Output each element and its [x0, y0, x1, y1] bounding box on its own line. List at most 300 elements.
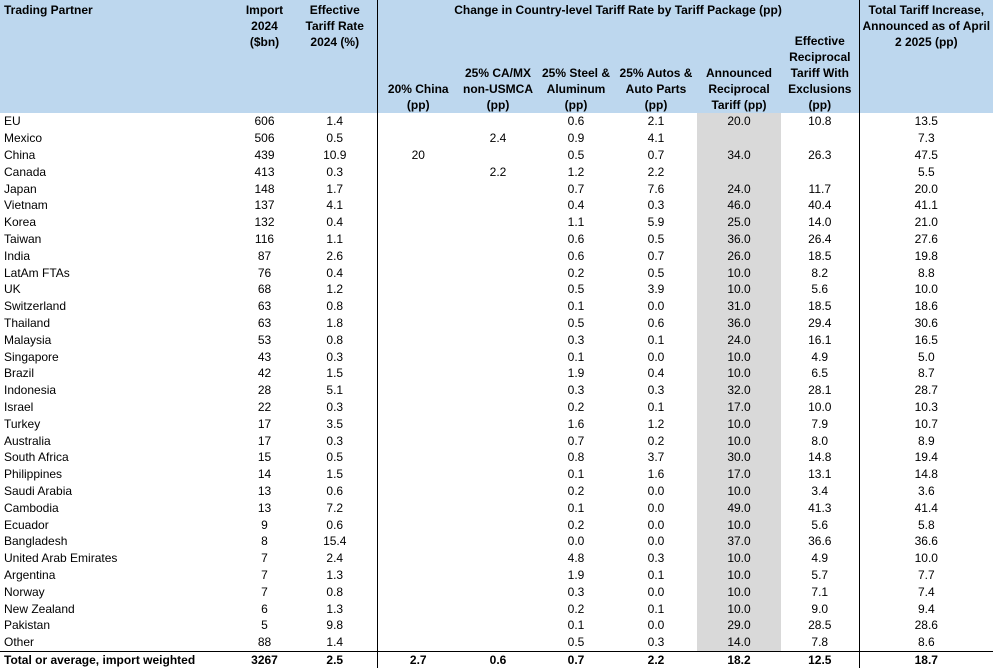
cell-steel-25: 0.3	[567, 332, 585, 347]
cell-china-20: 20	[377, 147, 459, 164]
cell-total-increase: 18.6	[914, 299, 938, 314]
col-header-total-increase: Total Tariff Increase, Announced as of April 2 2025 (pp)	[859, 0, 993, 113]
cell-effective-rate: 1.5	[326, 467, 344, 482]
cell-effective-rate: 1.4	[326, 635, 344, 650]
cell-autos-25: 0.0	[647, 517, 665, 532]
cell-autos-25: 0.0	[647, 500, 665, 515]
cell-import: 5	[261, 618, 268, 633]
cell-import: 8	[261, 534, 268, 549]
cell-camx-25	[459, 382, 537, 399]
cell-total-increase: 10.7	[914, 416, 938, 431]
cell-steel-25: 4.8	[567, 551, 585, 566]
table-row	[0, 600, 993, 617]
group-header-tariff-packages: Change in Country-level Tariff Rate by Tariff Package (pp)	[377, 0, 859, 21]
cell-partner: Singapore	[4, 349, 59, 364]
cell-partner: Ecuador	[4, 517, 49, 532]
cell-announced-reciprocal: 37.0	[697, 533, 781, 550]
cell-autos-25: 0.1	[647, 601, 665, 616]
cell-effective-reciprocal: 16.1	[781, 331, 859, 348]
cell-effective-reciprocal: 26.3	[781, 147, 859, 164]
table-row	[0, 315, 993, 332]
cell-import: 506	[254, 131, 275, 146]
cell-china-20	[377, 315, 459, 332]
cell-partner: Canada	[4, 164, 47, 179]
cell-camx-25	[459, 634, 537, 651]
cell-effective-reciprocal: 8.0	[781, 432, 859, 449]
cell-effective-reciprocal: 29.4	[781, 315, 859, 332]
cell-steel-25: 0.1	[567, 618, 585, 633]
cell-import: 68	[257, 282, 272, 297]
cell-camx-25	[459, 567, 537, 584]
cell-total-increase: 8.6	[917, 635, 935, 650]
cell-announced-reciprocal: 26.0	[697, 247, 781, 264]
cell-china-20	[377, 567, 459, 584]
table-row	[0, 163, 993, 180]
col-header-steel-25: 25% Steel & Aluminum (pp)	[537, 21, 615, 113]
cell-import: 63	[257, 299, 272, 314]
cell-autos-25: 0.3	[647, 383, 665, 398]
table-row	[0, 264, 993, 281]
cell-autos-25: 3.7	[647, 450, 665, 465]
cell-total-increase: 28.6	[914, 618, 938, 633]
cell-partner: India	[4, 248, 31, 263]
cell-steel-25: 0.9	[567, 131, 585, 146]
cell-china-20	[377, 415, 459, 432]
cell-partner: Total or average, import weighted	[0, 651, 236, 668]
table-row	[0, 197, 993, 214]
cell-effective-reciprocal: 3.4	[781, 483, 859, 500]
cell-steel-25: 0.5	[567, 635, 585, 650]
cell-autos-25: 0.1	[647, 567, 665, 582]
cell-partner: Bangladesh	[4, 534, 68, 549]
cell-import: 9	[261, 517, 268, 532]
cell-import: 17	[257, 416, 272, 431]
cell-autos-25: 7.6	[647, 181, 665, 196]
cell-effective-rate: 0.3	[326, 164, 344, 179]
cell-china-20	[377, 264, 459, 281]
cell-announced-reciprocal: 36.0	[697, 315, 781, 332]
cell-camx-25	[459, 617, 537, 634]
cell-partner: Israel	[4, 399, 34, 414]
table-row	[0, 415, 993, 432]
cell-china-20	[377, 113, 459, 130]
cell-total-increase: 14.8	[914, 467, 938, 482]
cell-announced-reciprocal: 24.0	[697, 331, 781, 348]
cell-total-increase: 10.0	[914, 282, 938, 297]
cell-effective-rate: 1.3	[326, 601, 344, 616]
cell-effective-reciprocal: 8.2	[781, 264, 859, 281]
cell-effective-reciprocal: 9.0	[781, 600, 859, 617]
cell-steel-25: 0.1	[567, 500, 585, 515]
table-row	[0, 382, 993, 399]
cell-announced-reciprocal: 10.0	[697, 600, 781, 617]
cell-steel-25: 0.3	[567, 584, 585, 599]
cell-partner: Norway	[4, 584, 45, 599]
cell-import: 43	[257, 349, 272, 364]
cell-effective-rate: 1.7	[326, 181, 344, 196]
cell-total-increase: 28.7	[914, 383, 938, 398]
table-row	[0, 583, 993, 600]
cell-partner: Indonesia	[4, 383, 57, 398]
cell-camx-25	[459, 365, 537, 382]
cell-china-20	[377, 634, 459, 651]
cell-effective-reciprocal: 7.8	[781, 634, 859, 651]
cell-effective-rate: 0.8	[326, 332, 344, 347]
cell-china-20	[377, 550, 459, 567]
cell-import: 42	[257, 366, 272, 381]
cell-total-increase: 10.3	[914, 399, 938, 414]
cell-import: 606	[254, 114, 275, 129]
cell-partner: South Africa	[4, 450, 69, 465]
cell-partner: Switzerland	[4, 299, 67, 314]
cell-announced-reciprocal: 34.0	[697, 147, 781, 164]
cell-announced-reciprocal: 18.2	[697, 651, 781, 668]
cell-total-increase: 5.8	[917, 517, 935, 532]
cell-total-increase: 7.3	[917, 131, 935, 146]
cell-autos-25: 0.1	[647, 399, 665, 414]
cell-total-increase: 41.1	[914, 198, 938, 213]
cell-camx-25	[459, 533, 537, 550]
cell-effective-rate: 1.1	[326, 231, 344, 246]
table-row	[0, 516, 993, 533]
cell-camx-25	[459, 516, 537, 533]
cell-total-increase: 7.4	[917, 584, 935, 599]
cell-partner: Brazil	[4, 366, 35, 381]
cell-import: 13	[257, 500, 272, 515]
cell-total-increase: 36.6	[914, 534, 938, 549]
cell-camx-25	[459, 432, 537, 449]
cell-announced-reciprocal: 30.0	[697, 449, 781, 466]
cell-steel-25: 0.5	[567, 147, 585, 162]
cell-autos-25: 0.0	[647, 349, 665, 364]
cell-camx-25	[459, 197, 537, 214]
cell-effective-rate: 0.8	[326, 584, 344, 599]
cell-china-20	[377, 331, 459, 348]
cell-camx-25	[459, 281, 537, 298]
cell-steel-25: 1.2	[567, 164, 585, 179]
cell-total-increase: 13.5	[914, 114, 938, 129]
table-row	[0, 533, 993, 550]
cell-steel-25: 1.9	[567, 567, 585, 582]
cell-import: 7	[261, 551, 268, 566]
cell-effective-reciprocal: 12.5	[781, 651, 859, 668]
table-row	[0, 550, 993, 567]
cell-camx-25: 2.4	[489, 131, 507, 146]
cell-effective-reciprocal: 14.0	[781, 214, 859, 231]
cell-partner: Turkey	[4, 416, 41, 431]
cell-china-20	[377, 281, 459, 298]
cell-effective-reciprocal: 18.5	[781, 247, 859, 264]
cell-effective-reciprocal: 10.8	[781, 113, 859, 130]
cell-import: 7	[261, 567, 268, 582]
cell-effective-rate: 4.1	[326, 198, 344, 213]
cell-effective-rate: 10.9	[323, 147, 347, 162]
cell-total-increase: 3.6	[917, 483, 935, 498]
cell-camx-25	[459, 466, 537, 483]
cell-camx-25	[459, 298, 537, 315]
cell-announced-reciprocal: 10.0	[697, 348, 781, 365]
cell-effective-reciprocal	[781, 163, 859, 180]
cell-partner: Malaysia	[4, 332, 52, 347]
cell-announced-reciprocal: 36.0	[697, 231, 781, 248]
cell-china-20	[377, 298, 459, 315]
cell-effective-rate: 3.5	[326, 416, 344, 431]
col-header-import-2024: Import 2024 ($bn)	[236, 0, 293, 113]
cell-camx-25	[459, 247, 537, 264]
cell-partner: Saudi Arabia	[4, 483, 73, 498]
cell-import: 13	[257, 483, 272, 498]
cell-effective-rate: 0.3	[326, 433, 344, 448]
cell-china-20	[377, 247, 459, 264]
table-row	[0, 281, 993, 298]
cell-china-20: 2.7	[377, 651, 459, 668]
cell-steel-25: 0.2	[567, 517, 585, 532]
cell-autos-25: 3.9	[647, 282, 665, 297]
cell-china-20	[377, 163, 459, 180]
cell-import: 22	[257, 399, 272, 414]
cell-autos-25: 0.4	[647, 366, 665, 381]
cell-china-20	[377, 180, 459, 197]
cell-autos-25: 0.7	[647, 147, 665, 162]
cell-partner: Vietnam	[4, 198, 48, 213]
cell-autos-25: 0.1	[647, 332, 665, 347]
cell-camx-25	[459, 113, 537, 130]
table-row	[0, 348, 993, 365]
cell-steel-25: 0.7	[537, 651, 615, 668]
cell-announced-reciprocal	[697, 130, 781, 147]
cell-total-increase: 20.0	[914, 181, 938, 196]
cell-effective-reciprocal: 26.4	[781, 231, 859, 248]
cell-effective-reciprocal: 5.6	[781, 516, 859, 533]
cell-autos-25: 0.5	[647, 265, 665, 280]
cell-steel-25: 0.2	[567, 399, 585, 414]
cell-steel-25: 0.1	[567, 349, 585, 364]
cell-import: 76	[257, 265, 272, 280]
cell-steel-25: 0.5	[567, 315, 585, 330]
cell-effective-rate: 2.6	[326, 248, 344, 263]
cell-effective-reciprocal: 4.9	[781, 348, 859, 365]
cell-autos-25: 1.6	[647, 467, 665, 482]
cell-autos-25: 2.1	[647, 114, 665, 129]
cell-total-increase: 8.7	[917, 366, 935, 381]
cell-steel-25: 0.6	[567, 248, 585, 263]
cell-camx-25: 2.2	[489, 164, 507, 179]
cell-total-increase: 8.9	[917, 433, 935, 448]
cell-autos-25: 0.3	[647, 198, 665, 213]
cell-effective-reciprocal: 6.5	[781, 365, 859, 382]
cell-announced-reciprocal: 17.0	[697, 466, 781, 483]
table-row	[0, 483, 993, 500]
cell-total-increase: 19.8	[914, 248, 938, 263]
cell-effective-reciprocal: 7.1	[781, 583, 859, 600]
cell-announced-reciprocal: 10.0	[697, 516, 781, 533]
cell-import: 7	[261, 584, 268, 599]
cell-effective-rate: 0.3	[326, 399, 344, 414]
cell-total-increase: 21.0	[914, 215, 938, 230]
table-row	[0, 130, 993, 147]
cell-import: 132	[254, 215, 275, 230]
cell-autos-25: 2.2	[615, 651, 697, 668]
table-row	[0, 298, 993, 315]
cell-china-20	[377, 617, 459, 634]
cell-announced-reciprocal: 29.0	[697, 617, 781, 634]
cell-effective-reciprocal: 28.5	[781, 617, 859, 634]
cell-china-20	[377, 499, 459, 516]
cell-steel-25: 0.1	[567, 299, 585, 314]
cell-camx-25	[459, 331, 537, 348]
cell-effective-rate: 0.3	[326, 349, 344, 364]
cell-import: 439	[254, 147, 275, 162]
cell-total-increase: 7.7	[917, 567, 935, 582]
cell-china-20	[377, 348, 459, 365]
cell-import: 87	[257, 248, 272, 263]
cell-camx-25: 0.6	[459, 651, 537, 668]
cell-steel-25: 0.2	[567, 265, 585, 280]
cell-camx-25	[459, 180, 537, 197]
cell-steel-25: 1.6	[567, 416, 585, 431]
table-row	[0, 399, 993, 416]
table-row	[0, 214, 993, 231]
cell-import: 116	[254, 231, 275, 246]
col-header-announced-reciprocal: Announced Reciprocal Tariff (pp)	[697, 21, 781, 113]
cell-autos-25: 0.3	[647, 551, 665, 566]
cell-total-increase: 5.0	[917, 349, 935, 364]
cell-total-increase: 41.4	[914, 500, 938, 515]
cell-import: 63	[257, 315, 272, 330]
table-row	[0, 365, 993, 382]
col-header-camx-25: 25% CA/MX non-USMCA (pp)	[459, 21, 537, 113]
cell-effective-rate: 1.4	[326, 114, 344, 129]
cell-autos-25: 0.0	[647, 584, 665, 599]
cell-autos-25: 0.7	[647, 248, 665, 263]
cell-effective-rate: 7.2	[326, 500, 344, 515]
cell-announced-reciprocal: 10.0	[697, 567, 781, 584]
cell-import: 28	[257, 383, 272, 398]
cell-announced-reciprocal: 20.0	[697, 113, 781, 130]
cell-autos-25: 0.0	[647, 618, 665, 633]
cell-total-increase: 47.5	[914, 147, 938, 162]
cell-import: 15	[257, 450, 272, 465]
cell-effective-reciprocal	[781, 130, 859, 147]
cell-partner: EU	[4, 114, 21, 129]
col-header-autos-25: 25% Autos & Auto Parts (pp)	[615, 21, 697, 113]
table-row	[0, 180, 993, 197]
cell-china-20	[377, 583, 459, 600]
cell-china-20	[377, 516, 459, 533]
cell-camx-25	[459, 415, 537, 432]
table-body	[0, 113, 993, 668]
cell-total-increase: 18.7	[859, 651, 993, 668]
cell-china-20	[377, 533, 459, 550]
cell-import: 137	[254, 198, 275, 213]
cell-partner: Japan	[4, 181, 37, 196]
cell-china-20	[377, 600, 459, 617]
cell-effective-rate: 0.4	[326, 265, 344, 280]
cell-camx-25	[459, 550, 537, 567]
cell-announced-reciprocal: 10.0	[697, 483, 781, 500]
cell-autos-25: 4.1	[647, 131, 665, 146]
cell-import: 148	[254, 181, 275, 196]
cell-china-20	[377, 197, 459, 214]
cell-partner: Taiwan	[4, 231, 42, 246]
cell-camx-25	[459, 449, 537, 466]
cell-effective-rate: 9.8	[326, 618, 344, 633]
cell-camx-25	[459, 499, 537, 516]
col-header-effective-rate-2024: Effective Tariff Rate 2024 (%)	[293, 0, 377, 113]
cell-effective-reciprocal: 4.9	[781, 550, 859, 567]
cell-partner: Korea	[4, 215, 37, 230]
cell-partner: LatAm FTAs	[4, 265, 70, 280]
cell-china-20	[377, 483, 459, 500]
col-header-trading-partner: Trading Partner	[0, 0, 236, 113]
cell-effective-rate: 5.1	[326, 383, 344, 398]
cell-total-increase: 27.6	[914, 231, 938, 246]
cell-total-increase: 30.6	[914, 315, 938, 330]
total-row	[0, 651, 993, 668]
cell-china-20	[377, 399, 459, 416]
cell-effective-rate: 0.6	[326, 483, 344, 498]
cell-announced-reciprocal: 10.0	[697, 583, 781, 600]
cell-camx-25	[459, 315, 537, 332]
cell-autos-25: 1.2	[647, 416, 665, 431]
cell-announced-reciprocal: 17.0	[697, 399, 781, 416]
cell-effective-rate: 15.4	[323, 534, 347, 549]
cell-partner: Other	[4, 635, 35, 650]
cell-import: 17	[257, 433, 272, 448]
table-row	[0, 617, 993, 634]
cell-camx-25	[459, 147, 537, 164]
cell-camx-25	[459, 348, 537, 365]
cell-announced-reciprocal: 14.0	[697, 634, 781, 651]
cell-partner: Pakistan	[4, 618, 51, 633]
cell-effective-rate: 2.5	[293, 651, 377, 668]
cell-autos-25: 0.3	[647, 635, 665, 650]
cell-steel-25: 0.7	[567, 181, 585, 196]
cell-effective-reciprocal: 5.6	[781, 281, 859, 298]
table-row	[0, 466, 993, 483]
cell-effective-reciprocal: 10.0	[781, 399, 859, 416]
cell-effective-rate: 1.5	[326, 366, 344, 381]
cell-effective-rate: 1.2	[326, 282, 344, 297]
cell-china-20	[377, 231, 459, 248]
table-row	[0, 331, 993, 348]
cell-china-20	[377, 365, 459, 382]
cell-partner: United Arab Emirates	[4, 551, 118, 566]
cell-total-increase: 10.0	[914, 551, 938, 566]
cell-autos-25: 0.6	[647, 315, 665, 330]
table-row	[0, 567, 993, 584]
cell-steel-25: 0.2	[567, 483, 585, 498]
table-row	[0, 147, 993, 164]
cell-announced-reciprocal: 10.0	[697, 281, 781, 298]
cell-announced-reciprocal: 25.0	[697, 214, 781, 231]
cell-partner: Australia	[4, 433, 51, 448]
cell-steel-25: 0.6	[567, 114, 585, 129]
cell-import: 14	[257, 467, 272, 482]
cell-china-20	[377, 130, 459, 147]
cell-total-increase: 16.5	[914, 332, 938, 347]
cell-partner: Argentina	[4, 567, 56, 582]
cell-partner: New Zealand	[4, 601, 75, 616]
table-row	[0, 113, 993, 130]
cell-camx-25	[459, 600, 537, 617]
cell-effective-reciprocal: 14.8	[781, 449, 859, 466]
cell-effective-rate: 0.4	[326, 215, 344, 230]
col-header-china-20: 20% China (pp)	[377, 21, 459, 113]
table-row	[0, 634, 993, 651]
table-row	[0, 499, 993, 516]
cell-import: 3267	[236, 651, 293, 668]
